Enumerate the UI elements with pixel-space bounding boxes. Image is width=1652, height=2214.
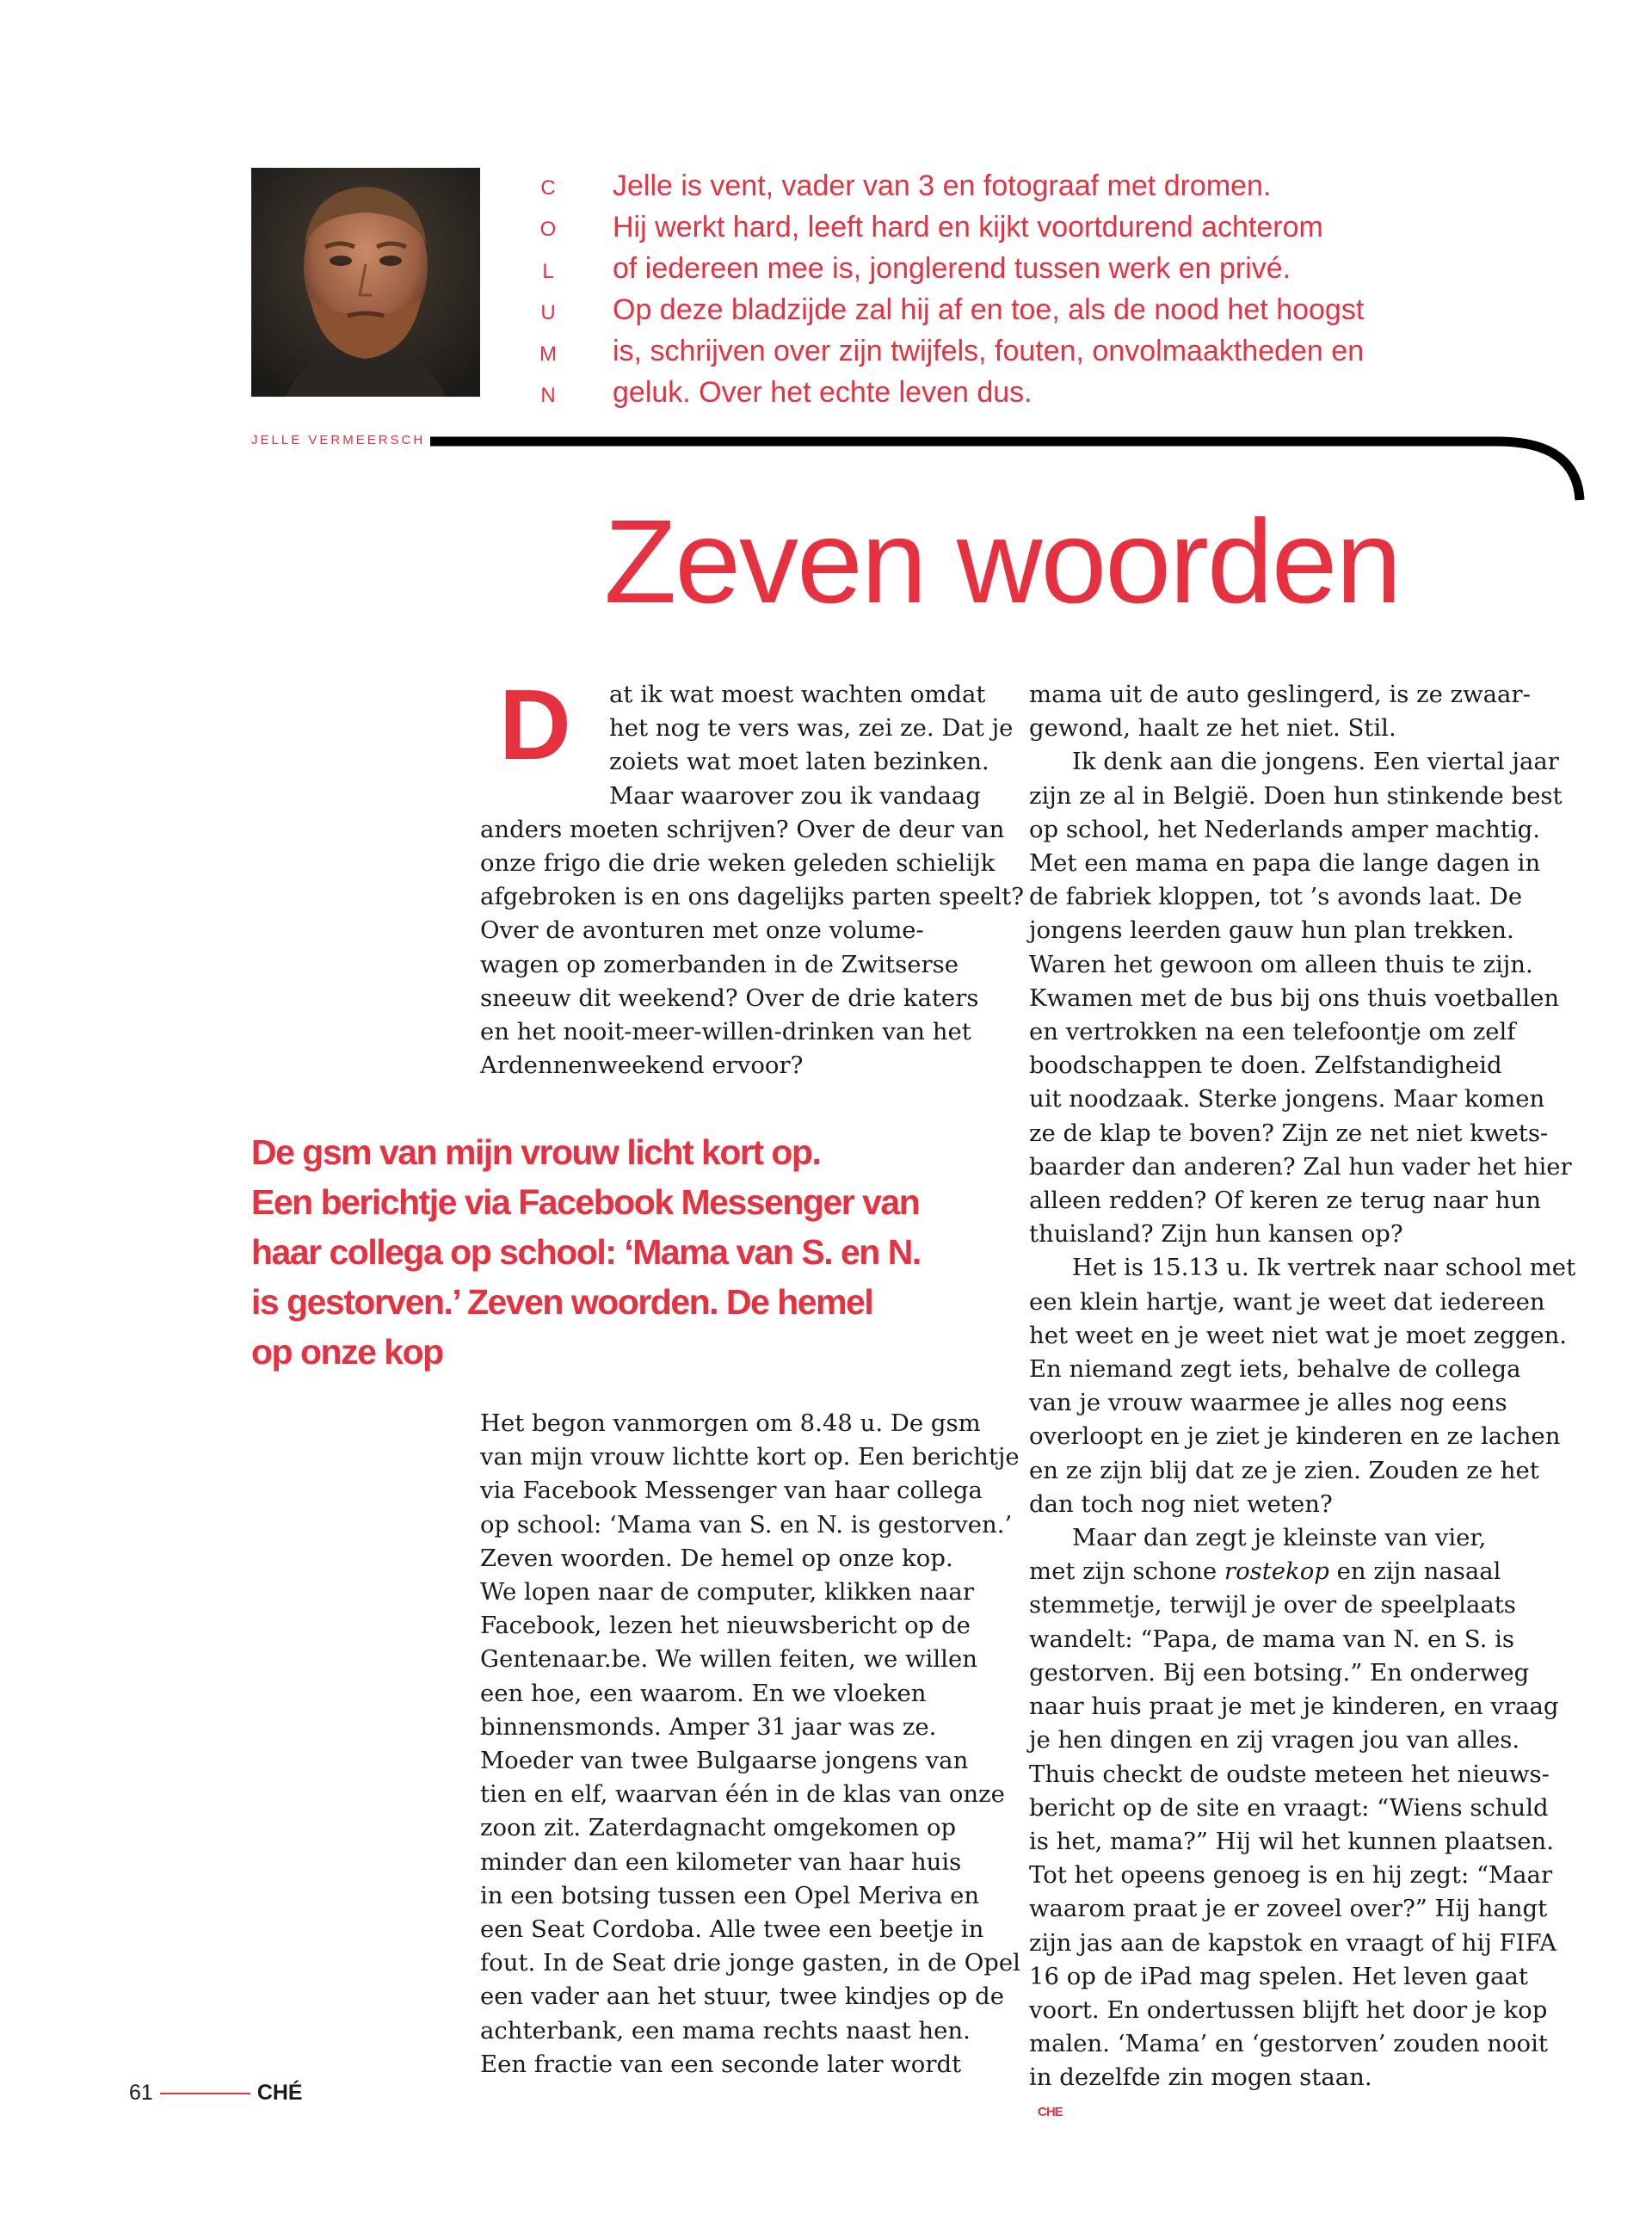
body-line: fout. In de Seat drie jonge gasten, in de Opel [480, 1949, 1020, 1977]
body-line: boodschappen te doen. Zelfstandigheid [1029, 1051, 1502, 1080]
body-line: 16 op de iPad mag spelen. Het leven gaat [1029, 1962, 1528, 1990]
body-line: een vader aan het stuur, twee kindjes op de [480, 1983, 1005, 2011]
body-line: via Facebook Messenger van haar collega [480, 1477, 983, 1505]
body-line: Een fractie van een seconde later wordt [480, 2050, 962, 2078]
body-line: Maar waarover zou ik vandaag [609, 781, 981, 810]
author-photo [251, 168, 480, 397]
intro-line: is, schrijven over zijn twijfels, fouten, onvolmaaktheden en [613, 335, 1365, 367]
body-line: minder dan een kilometer van haar huis [480, 1847, 962, 1876]
body-line: Ik denk aan die jongens. Een viertal jaar [1072, 748, 1559, 776]
body-line: je hen dingen en zij vragen jou van alles. [1029, 1726, 1520, 1755]
body-line: binnensmonds. Amper 31 jaar was ze. [480, 1712, 937, 1741]
column-letter: L [542, 259, 554, 283]
body-line: Met een mama en papa die lange dagen in [1029, 849, 1541, 878]
body-line: Moeder van twee Bulgaarse jongens van [480, 1747, 969, 1775]
drop-cap: D [499, 669, 571, 780]
pull-quote-line: De gsm van mijn vrouw licht kort op. [251, 1132, 821, 1172]
body-line: Facebook, lezen het nieuwsbericht op de [480, 1612, 971, 1640]
body-line: Maar dan zegt je kleinste van vier, [1072, 1524, 1487, 1552]
page-number: 61 [129, 2081, 153, 2105]
body-line: Het is 15.13 u. Ik vertrek naar school met [1072, 1254, 1576, 1282]
body-line: We lopen naar de computer, klikken naar [480, 1578, 974, 1607]
body-line: anders moeten schrijven? Over de deur van [480, 815, 1005, 843]
magazine-brand: CHÉ [256, 2081, 303, 2105]
intro-text [613, 165, 1473, 413]
body-line: thuisland? Zijn hun kansen op? [1029, 1220, 1403, 1249]
body-column-left-top [480, 669, 1024, 1082]
headline: Zeven woorden [604, 496, 1401, 628]
body-line: wagen op zomerbanden in de Zwitserse [480, 950, 959, 978]
page-footer [129, 2081, 303, 2106]
body-line: gewond, haalt ze het niet. Stil. [1029, 714, 1396, 743]
body-line: overloopt en je ziet je kinderen en ze lachen [1029, 1422, 1561, 1451]
column-letter: O [539, 218, 557, 242]
body-column-left-bottom [480, 1407, 1020, 2081]
body-line: ze de klap te boven? Zijn ze net niet kwets- [1029, 1119, 1549, 1147]
column-letter: C [540, 176, 556, 200]
body-line-part: met zijn schone [1029, 1557, 1224, 1586]
body-line: naar huis praat je met je kinderen, en vraag [1029, 1693, 1559, 1721]
body-line: gestorven. Bij een botsing.” En onderweg [1029, 1658, 1530, 1687]
body-line: en ze zijn blij dat ze je zien. Zouden ze het [1029, 1456, 1539, 1484]
body-line: voort. En ondertussen blijft het door je kop [1029, 1995, 1548, 2024]
pull-quote [251, 1127, 1026, 1377]
body-line: stemmetje, terwijl je over de speelplaats [1029, 1591, 1516, 1619]
body-line: Tot het opeens genoeg is en hij zegt: “Maar [1029, 1861, 1553, 1890]
pull-quote-line: op onze kop [251, 1332, 443, 1372]
body-line: een klein hartje, want je weet dat iedereen [1029, 1287, 1545, 1316]
body-line: bericht op de site en vraagt: “Wiens schuld [1029, 1793, 1549, 1822]
byline: JELLE VERMEERSCH [251, 433, 426, 447]
body-line: tien en elf, waarvan één in de klas van onze [480, 1780, 1005, 1809]
column-letter: M [539, 342, 557, 367]
body-line: is het, mama?” Hij wil het kunnen plaatsen. [1029, 1827, 1554, 1855]
pull-quote-line: Een berichtje via Facebook Messenger van [251, 1182, 920, 1222]
body-line: in een botsing tussen een Opel Meriva en [480, 1881, 980, 1909]
body-line: onze frigo die drie weken geleden schielijk [480, 849, 996, 878]
body-line: van mijn vrouw lichtte kort op. Een berichtje [480, 1443, 1020, 1471]
body-line-mixed [1029, 1555, 1563, 1588]
body-line: van je vrouw waarmee je alles nog eens [1029, 1389, 1507, 1417]
body-line: zoiets wat moet laten bezinken. [609, 748, 989, 776]
pull-quote-line: is gestorven.’ Zeven woorden. De hemel [251, 1282, 873, 1322]
body-line: het nog te vers was, zei ze. Dat je [609, 714, 1014, 743]
body-line-emphasis: rostekop [1224, 1557, 1329, 1586]
body-line: Over de avonturen met onze volume- [480, 916, 924, 945]
body-line: wandelt: “Papa, de mama van N. en S. is [1029, 1625, 1515, 1653]
intro-line: geluk. Over het echte leven dus. [613, 376, 1032, 409]
body-line: Ardennenweekend ervoor? [480, 1051, 804, 1080]
body-line: Het begon vanmorgen om 8.48 u. De gsm [480, 1409, 981, 1437]
body-line-last [1029, 2061, 1563, 2128]
body-line: zoon zit. Zaterdagnacht omgekomen op [480, 1814, 957, 1842]
column-letter: U [540, 300, 556, 324]
body-line: op school: ‘Mama van S. en N. is gestorven.’ [480, 1510, 1013, 1539]
body-line: jongens leerden gauw hun plan trekken. [1029, 916, 1514, 945]
body-column-right [1029, 678, 1576, 2129]
body-line: afgebroken is en ons dagelijks parten speelt? [480, 883, 1024, 911]
column-letter: N [540, 384, 556, 408]
body-line: En niemand zegt iets, behalve de collega [1029, 1355, 1521, 1384]
body-line: Thuis checkt de oudste meteen het nieuws- [1029, 1760, 1550, 1788]
body-line: zijn jas aan de kapstok en vraagt of hij FIFA [1029, 1928, 1557, 1957]
body-line: het weet en je weet niet wat je moet zeggen. [1029, 1321, 1568, 1349]
body-line: en vertrokken na een telefoontje om zelf [1029, 1018, 1516, 1046]
body-line: Kwamen met de bus bij ons thuis voetballen [1029, 984, 1560, 1012]
body-line: at ik wat moest wachten omdat [609, 681, 986, 708]
body-line: uit noodzaak. Sterke jongens. Maar komen [1029, 1085, 1545, 1113]
body-line: sneeuw dit weekend? Over de drie katers [480, 984, 979, 1012]
body-line: Zeven woorden. De hemel op onze kop. [480, 1544, 953, 1572]
body-line: malen. ‘Mama’ en ‘gestorven’ zouden nooit [1029, 2030, 1548, 2058]
body-line: een hoe, een waarom. En we vloeken [480, 1679, 927, 1707]
intro-line: Jelle is vent, vader van 3 en fotograaf met dromen. [613, 170, 1272, 202]
body-line: dan toch nog niet weten? [1029, 1489, 1333, 1518]
body-line: baarder dan anderen? Zal hun vader het hier [1029, 1152, 1572, 1181]
body-line: mama uit de auto geslingerd, is ze zwaar- [1029, 681, 1531, 708]
body-line: Waren het gewoon om alleen thuis te zijn. [1029, 950, 1533, 978]
body-line: een Seat Cordoba. Alle twee een beetje in [480, 1915, 984, 1944]
intro-line: Op deze bladzijde zal hij af en toe, als de nood het hoogst [613, 293, 1365, 326]
end-mark: CHE [1038, 2104, 1063, 2119]
body-line: Gentenaar.be. We willen feiten, we willen [480, 1645, 977, 1674]
body-line: en het nooit-meer-willen-drinken van het [480, 1018, 971, 1046]
body-line: op school, het Nederlands amper machtig. [1029, 815, 1541, 843]
intro-line: Hij werkt hard, leeft hard en kijkt voortdurend achterom [613, 211, 1323, 244]
body-line: in dezelfde zin mogen staan. [1029, 2063, 1372, 2092]
body-line: achterbank, een mama rechts naast hen. [480, 2016, 971, 2044]
intro-line: of iedereen mee is, jonglerend tussen werk en privé. [613, 252, 1291, 285]
body-line: de fabriek kloppen, tot ’s avonds laat. De [1029, 883, 1523, 911]
column-label [535, 168, 561, 417]
footer-divider [160, 2093, 250, 2094]
body-line: alleen redden? Of keren ze terug naar hun [1029, 1187, 1541, 1215]
body-line: zijn ze al in België. Doen hun stinkende best [1029, 781, 1563, 810]
body-line-part: en zijn nasaal [1328, 1557, 1501, 1586]
pull-quote-line: haar collega op school: ‘Mama van S. en N. [251, 1232, 921, 1272]
body-line: waarom praat je er zoveel over?” Hij hangt [1029, 1895, 1548, 1923]
